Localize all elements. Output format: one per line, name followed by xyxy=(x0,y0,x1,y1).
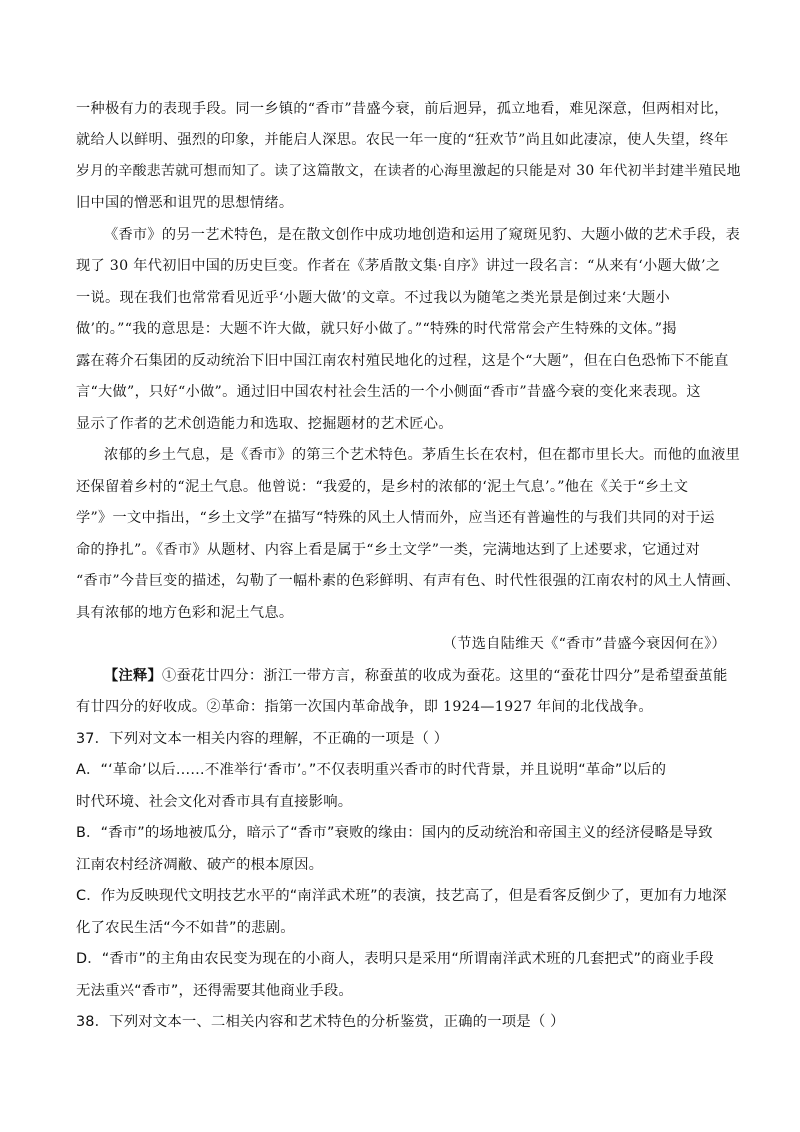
question-37-option-b: B．“香市”的场地被瓜分，暗示了“香市”衰败的缘由：国内的反动统治和帝国主义的经济侵略是导致 xyxy=(76,825,713,841)
passage-p3-line: 还保留着乡村的“泥土气息。他曾说：“我爱的，是乡村的浓郁的‘泥土气息’。”他在《关于“乡土文 xyxy=(76,479,689,495)
question-37-option-a: A．“‘革命’以后……不准举行‘香市’。”不仅表明重兴香市的时代背景，并且说明“革命”以后的 xyxy=(76,762,667,778)
note-line: 有廿四分的好收成。②革命：指第一次国内革命战争，即 1924—1927 年间的北伐战争。 xyxy=(76,699,653,715)
question-37-option-c-cont: 化了农民生活“今不如昔”的悲剧。 xyxy=(76,920,295,936)
passage-p1-line: 旧中国的憎恶和诅咒的思想情绪。 xyxy=(76,195,294,211)
passage-p3-line: 浓郁的乡土气息，是《香市》的第三个艺术特色。茅盾生长在农村，但在都市里长大。而他的血液里 xyxy=(104,447,741,463)
passage-p3-line: 具有浓郁的地方色彩和泥土气息。 xyxy=(76,605,294,621)
passage-p1-line: 一种极有力的表现手段。同一乡镇的“香市”昔盛今衰，前后迥异，孤立地看，难见深意，但两相对比， xyxy=(76,101,729,117)
passage-p2-line: 现了 30 年代初旧中国的历史巨变。作者在《茅盾散文集·自序》讲过一段名言：“从来有‘小题大做’之 xyxy=(76,258,721,274)
note-line xyxy=(104,666,728,686)
question-37-option-d: D．“香市”的主角由农民变为现在的小商人，表明只是采用“所谓南洋武术班的几套把式”的商业手段 xyxy=(76,951,714,967)
passage-p2-line: 言“大做”，只好“小做”。通过旧中国农村社会生活的一个小侧面“香市”昔盛今衰的变化来表现。这 xyxy=(76,384,701,400)
passage-p2-line: 露在蒋介石集团的反动统治下旧中国江南农村殖民地化的过程，这是个“大题”，但在白色恐怖下不能直 xyxy=(76,353,729,369)
question-37-option-b-cont: 江南农村经济凋敝、破产的根本原因。 xyxy=(76,857,324,873)
passage-p3-line: 命的挣扎”。《香市》从题材、内容上看是属于“乡土文学”一类，完满地达到了上述要求，它通过对 xyxy=(76,542,701,558)
passage-source: （节选自陆维天《“香市”昔盛今衰因何在》） xyxy=(442,636,726,652)
passage-p3-line: “香市”今昔巨变的描述，勾勒了一幅朴素的色彩鲜明、有声有色、时代性很强的江南农村的风土人情画、 xyxy=(76,573,741,589)
question-37-option-c: C．作为反映现代文明技艺水平的“南洋武术班”的表演，技艺高了，但是看客反倒少了，更加有力地深 xyxy=(76,888,727,904)
question-37-stem: 37．下列对文本一相关内容的理解，不正确的一项是（ ） xyxy=(76,731,449,747)
question-37-option-a-cont: 时代环境、社会文化对香市具有直接影响。 xyxy=(76,794,353,810)
passage-p1-line: 就给人以鲜明、强烈的印象，并能启人深思。农民一年一度的“狂欢节”尚且如此凄凉，使人失望，终年 xyxy=(76,132,729,148)
passage-p1-line: 岁月的辛酸悲苦就可想而知了。读了这篇散文，在读者的心海里激起的只能是对 30 年代初半封建半殖民地 xyxy=(76,163,741,179)
passage-p3-line: 学”》一文中指出，“乡土文学”在描写“特殊的风土人情而外，应当还有普遍性的与我们共同的对于运 xyxy=(76,510,715,526)
note-label: 【注释】 xyxy=(104,668,162,684)
question-38-stem: 38．下列对文本一、二相关内容和艺术特色的分析鉴赏，正确的一项是（ ） xyxy=(76,1014,565,1030)
passage-p2-line: 显示了作者的艺术创造能力和选取、挖掘题材的艺术匠心。 xyxy=(76,416,453,432)
question-37-option-d-cont: 无法重兴“香市”，还得需要其他商业手段。 xyxy=(76,983,353,999)
note-text: ①蚕花廿四分：浙江一带方言，称蚕茧的收成为蚕花。这里的“蚕花廿四分”是希望蚕茧能 xyxy=(161,668,728,684)
passage-p2-line: 做’的。”“我的意思是：大题不许大做，就只好小做了。”“特殊的时代常常会产生特殊的文体。”揭 xyxy=(76,321,677,337)
passage-p2-line: 《香市》的另一艺术特色，是在散文创作中成功地创造和运用了窥斑见豹、大题小做的艺术手段，表 xyxy=(104,227,741,243)
passage-p2-line: 一说。现在我们也常常看见近乎‘小题大做’的文章。不过我以为随笔之类光景是倒过来‘大题小 xyxy=(76,290,670,306)
